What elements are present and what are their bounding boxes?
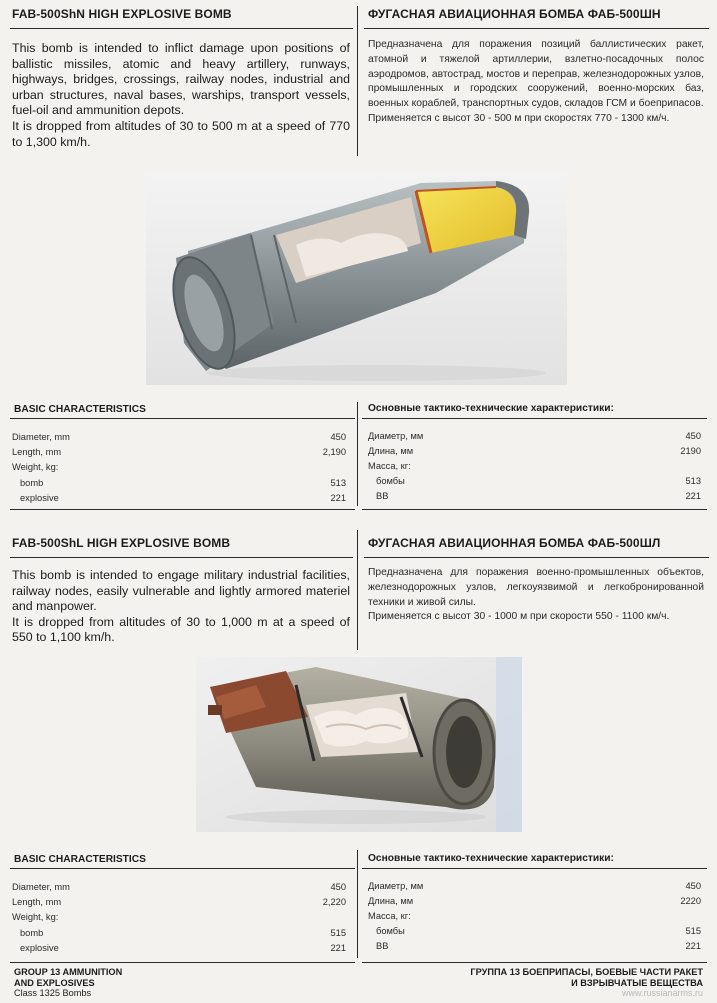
- char-row: [12, 896, 346, 909]
- char-value: 221: [685, 941, 701, 951]
- paragraph: It is dropped from altitudes of 30 to 1,000 m at a speed of 550 to 1,100 km/h.: [12, 614, 350, 645]
- char-label: Diameter, mm: [12, 432, 70, 442]
- footer-line: GROUP 13 AMMUNITION: [14, 967, 123, 977]
- char-value: 221: [685, 491, 701, 501]
- paragraph: Предназначена для поражения военно-промышленных объектов, железнодорожных узлов, легкоуязвимой и легкобронированной техники и живой силы.: [368, 567, 704, 608]
- char-row: [12, 446, 346, 459]
- char-row: [20, 942, 346, 955]
- section1-description-ru: [368, 38, 704, 127]
- bomb-cutaway-photo-1: [146, 173, 567, 385]
- column-divider: [357, 6, 358, 156]
- char-value: 2,220: [322, 897, 346, 907]
- char-label: Diameter, mm: [12, 882, 70, 892]
- section2-chars-title-en: BASIC CHARACTERISTICS: [14, 854, 146, 865]
- paragraph: This bomb is intended to engage military industrial facilities, railway nodes, easily vulnerable and lightly armored materiel and manpower.: [12, 568, 350, 614]
- char-label: explosive: [20, 943, 59, 953]
- divider: [10, 962, 355, 963]
- footer-line: ГРУППА 13 БОЕПРИПАСЫ, БОЕВЫЕ ЧАСТИ РАКЕТ: [470, 967, 703, 977]
- char-label: бомбы: [376, 926, 405, 936]
- char-row: [20, 492, 346, 505]
- section1-title-en: FAB-500ShN HIGH EXPLOSIVE BOMB: [12, 7, 232, 21]
- char-value: 221: [330, 493, 346, 503]
- divider: [10, 418, 355, 419]
- section1-title-ru: ФУГАСНАЯ АВИАЦИОННАЯ БОМБА ФАБ-500ШН: [368, 7, 661, 21]
- char-row: [368, 910, 701, 923]
- char-value: 450: [685, 431, 701, 441]
- divider: [362, 418, 707, 419]
- section2-title-ru: ФУГАСНАЯ АВИАЦИОННАЯ БОМБА ФАБ-500ШЛ: [368, 536, 661, 550]
- char-row: [368, 895, 701, 908]
- char-row: [20, 477, 346, 490]
- char-row: [376, 475, 701, 488]
- divider: [362, 868, 707, 869]
- char-row: [12, 461, 346, 474]
- char-row: [12, 911, 346, 924]
- char-value: 450: [685, 881, 701, 891]
- divider: [362, 509, 707, 510]
- char-value: 2190: [680, 446, 701, 456]
- section2-chars-title-ru: Основные тактико-технические характеристики:: [368, 853, 614, 864]
- char-label: Масса, кг:: [368, 461, 411, 471]
- column-divider: [357, 402, 358, 506]
- char-label: Weight, kg:: [12, 462, 59, 472]
- footer-group-label-en: [14, 967, 122, 999]
- divider: [10, 28, 353, 29]
- footer-class-label: Class 1325 Bombs: [14, 988, 92, 998]
- column-divider: [357, 850, 358, 958]
- char-value: 513: [685, 476, 701, 486]
- paragraph: Применяется с высот 30 - 500 м при скоростях 770 - 1300 км/ч.: [368, 112, 670, 124]
- divider: [364, 557, 709, 558]
- char-value: 450: [330, 432, 346, 442]
- divider: [10, 868, 355, 869]
- char-label: bomb: [20, 928, 44, 938]
- char-row: [12, 881, 346, 894]
- section2-description-ru: [368, 566, 704, 625]
- char-value: 221: [330, 943, 346, 953]
- section2-title-en: FAB-500ShL HIGH EXPLOSIVE BOMB: [12, 536, 231, 550]
- char-label: bomb: [20, 478, 44, 488]
- footer-line: AND EXPLOSIVES: [14, 977, 95, 988]
- paragraph: Предназначена для поражения позиций баллистических ракет, атомной и тяжелой артиллерии, взлетно-посадочных полос аэродромов, автострад, мостов и переправ, железнодорожных узлов, промышленных и городских сооружений, военно-морских баз, военных кораблей, транспортных судов, складов ГСМ и боеприпасов.: [368, 39, 704, 110]
- char-label: explosive: [20, 493, 59, 503]
- char-row: [368, 445, 701, 458]
- section1-chars-title-ru: Основные тактико-технические характеристики:: [368, 403, 614, 414]
- char-row: [376, 940, 701, 953]
- char-label: Длина, мм: [368, 896, 414, 906]
- char-label: Длина, мм: [368, 446, 414, 456]
- column-divider: [357, 530, 358, 650]
- char-value: 450: [330, 882, 346, 892]
- char-label: Диаметр, мм: [368, 881, 424, 891]
- char-label: Weight, kg:: [12, 912, 59, 922]
- paragraph: This bomb is intended to inflict damage upon positions of ballistic missiles, atomic and heavy artillery, runways, highways, bridges, crossings, railway nodes, industrial and urban structures, naval bases, warships, transport vessels, fuel-oil and ammunition depots.: [12, 41, 350, 118]
- char-row: [20, 927, 346, 940]
- char-label: Масса, кг:: [368, 911, 411, 921]
- section1-description-en: [12, 41, 350, 150]
- paragraph: Применяется с высот 30 - 1000 м при скорости 550 - 1100 км/ч.: [368, 611, 670, 623]
- char-row: [368, 880, 701, 893]
- watermark: www.russianarms.ru: [621, 988, 703, 998]
- char-label: бомбы: [376, 476, 405, 486]
- char-value: 513: [330, 478, 346, 488]
- bomb-cutaway-photo-2: [196, 657, 522, 832]
- footer-line: И ВЗРЫВЧАТЫЕ ВЕЩЕСТВА: [571, 977, 703, 988]
- char-row: [376, 490, 701, 503]
- char-label: Диаметр, мм: [368, 431, 424, 441]
- char-value: 515: [685, 926, 701, 936]
- char-label: Length, mm: [12, 447, 62, 457]
- char-label: ВВ: [376, 941, 389, 951]
- char-label: ВВ: [376, 491, 389, 501]
- footer-group-label-ru: [373, 967, 703, 999]
- char-value: 2220: [680, 896, 701, 906]
- divider: [10, 557, 353, 558]
- char-value: 2,190: [322, 447, 346, 457]
- divider: [10, 509, 355, 510]
- char-row: [12, 431, 346, 444]
- paragraph: It is dropped from altitudes of 30 to 500 m at a speed of 770 to 1,300 km/h.: [12, 118, 350, 149]
- divider: [364, 28, 709, 29]
- char-value: 515: [330, 928, 346, 938]
- char-label: Length, mm: [12, 897, 62, 907]
- char-row: [368, 460, 701, 473]
- char-row: [368, 430, 701, 443]
- section2-description-en: [12, 568, 350, 646]
- divider: [362, 962, 707, 963]
- char-row: [376, 925, 701, 938]
- section1-chars-title-en: BASIC CHARACTERISTICS: [14, 404, 146, 415]
